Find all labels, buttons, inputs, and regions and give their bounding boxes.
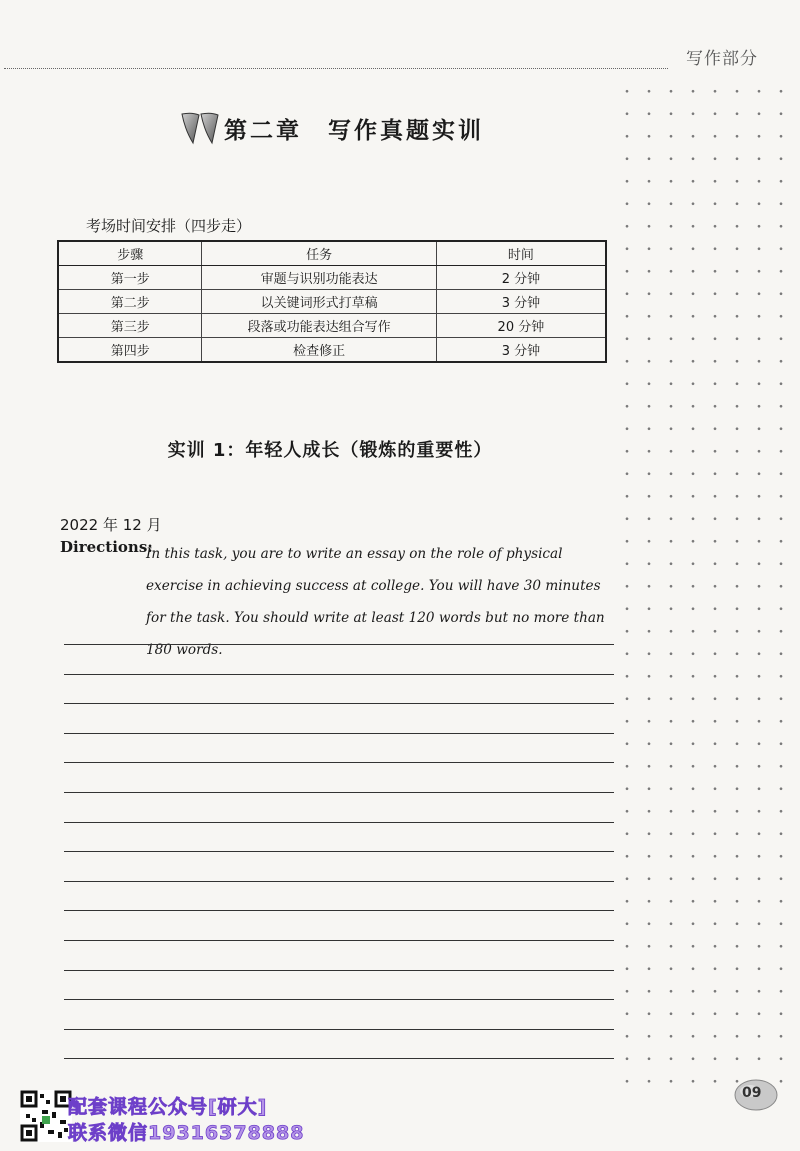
chapter-title: [180, 108, 484, 148]
header-dotted-rule: [4, 68, 668, 69]
header-section-label: 写作部分: [686, 49, 758, 69]
writing-line: [64, 881, 614, 882]
step-cell: 第四步: [58, 338, 202, 363]
double-leaf-icon: [180, 110, 222, 146]
time-cell: 2 分钟: [436, 266, 606, 290]
step-cell: 第三步: [58, 314, 202, 338]
table-row: [58, 338, 606, 363]
column-header-time: 时间: [436, 241, 606, 266]
exam-date: 2022 年 12 月: [60, 516, 162, 534]
column-header-task: 任务: [202, 241, 436, 266]
watermark-line-2: 联系微信19316378888: [68, 1122, 305, 1144]
watermark: [20, 1090, 320, 1148]
writing-line: [64, 999, 614, 1000]
writing-area[interactable]: [64, 644, 614, 1074]
task-cell: 检查修正: [202, 338, 436, 363]
watermark-line-1: 配套课程公众号[研大]: [68, 1096, 268, 1118]
step-cell: 第一步: [58, 266, 202, 290]
writing-line: [64, 762, 614, 763]
task-cell: 以关键词形式打草稿: [202, 290, 436, 314]
writing-line: [64, 674, 614, 675]
page-header: [0, 0, 800, 80]
column-header-step: 步骤: [58, 241, 202, 266]
schedule-caption: 考场时间安排（四步走）: [86, 217, 252, 235]
writing-line: [64, 1058, 614, 1059]
training-title: 实训 1：年轻人成长（锻炼的重要性）: [167, 440, 493, 461]
schedule-header-row: [58, 241, 606, 266]
table-row: [58, 314, 606, 338]
writing-line: [64, 822, 614, 823]
writing-line: [64, 644, 614, 645]
directions-label: Directions:: [60, 538, 153, 556]
writing-line: [64, 703, 614, 704]
dot-grid-margin: [616, 80, 786, 1085]
time-cell: 3 分钟: [436, 338, 606, 363]
chapter-title-text: 第二章 写作真题实训: [224, 116, 484, 144]
task-cell: 段落或功能表达组合写作: [202, 314, 436, 338]
writing-line: [64, 1029, 614, 1030]
page-number: 09: [742, 1085, 762, 1101]
schedule-table: [57, 240, 607, 363]
qr-code-icon: [20, 1090, 72, 1142]
writing-line: [64, 792, 614, 793]
table-row: [58, 290, 606, 314]
directions-text: In this task, you are to write an essay on the role of physical exercise in achieving success at college. You will have 30 minutes for the task. You should write at least 120 words but no more than 180 words.: [146, 546, 605, 658]
writing-line: [64, 851, 614, 852]
writing-line: [64, 733, 614, 734]
time-cell: 3 分钟: [436, 290, 606, 314]
writing-line: [64, 940, 614, 941]
time-cell: 20 分钟: [436, 314, 606, 338]
task-cell: 审题与识别功能表达: [202, 266, 436, 290]
step-cell: 第二步: [58, 290, 202, 314]
table-row: [58, 266, 606, 290]
page-number-badge: [732, 1076, 784, 1116]
writing-line: [64, 910, 614, 911]
writing-line: [64, 970, 614, 971]
